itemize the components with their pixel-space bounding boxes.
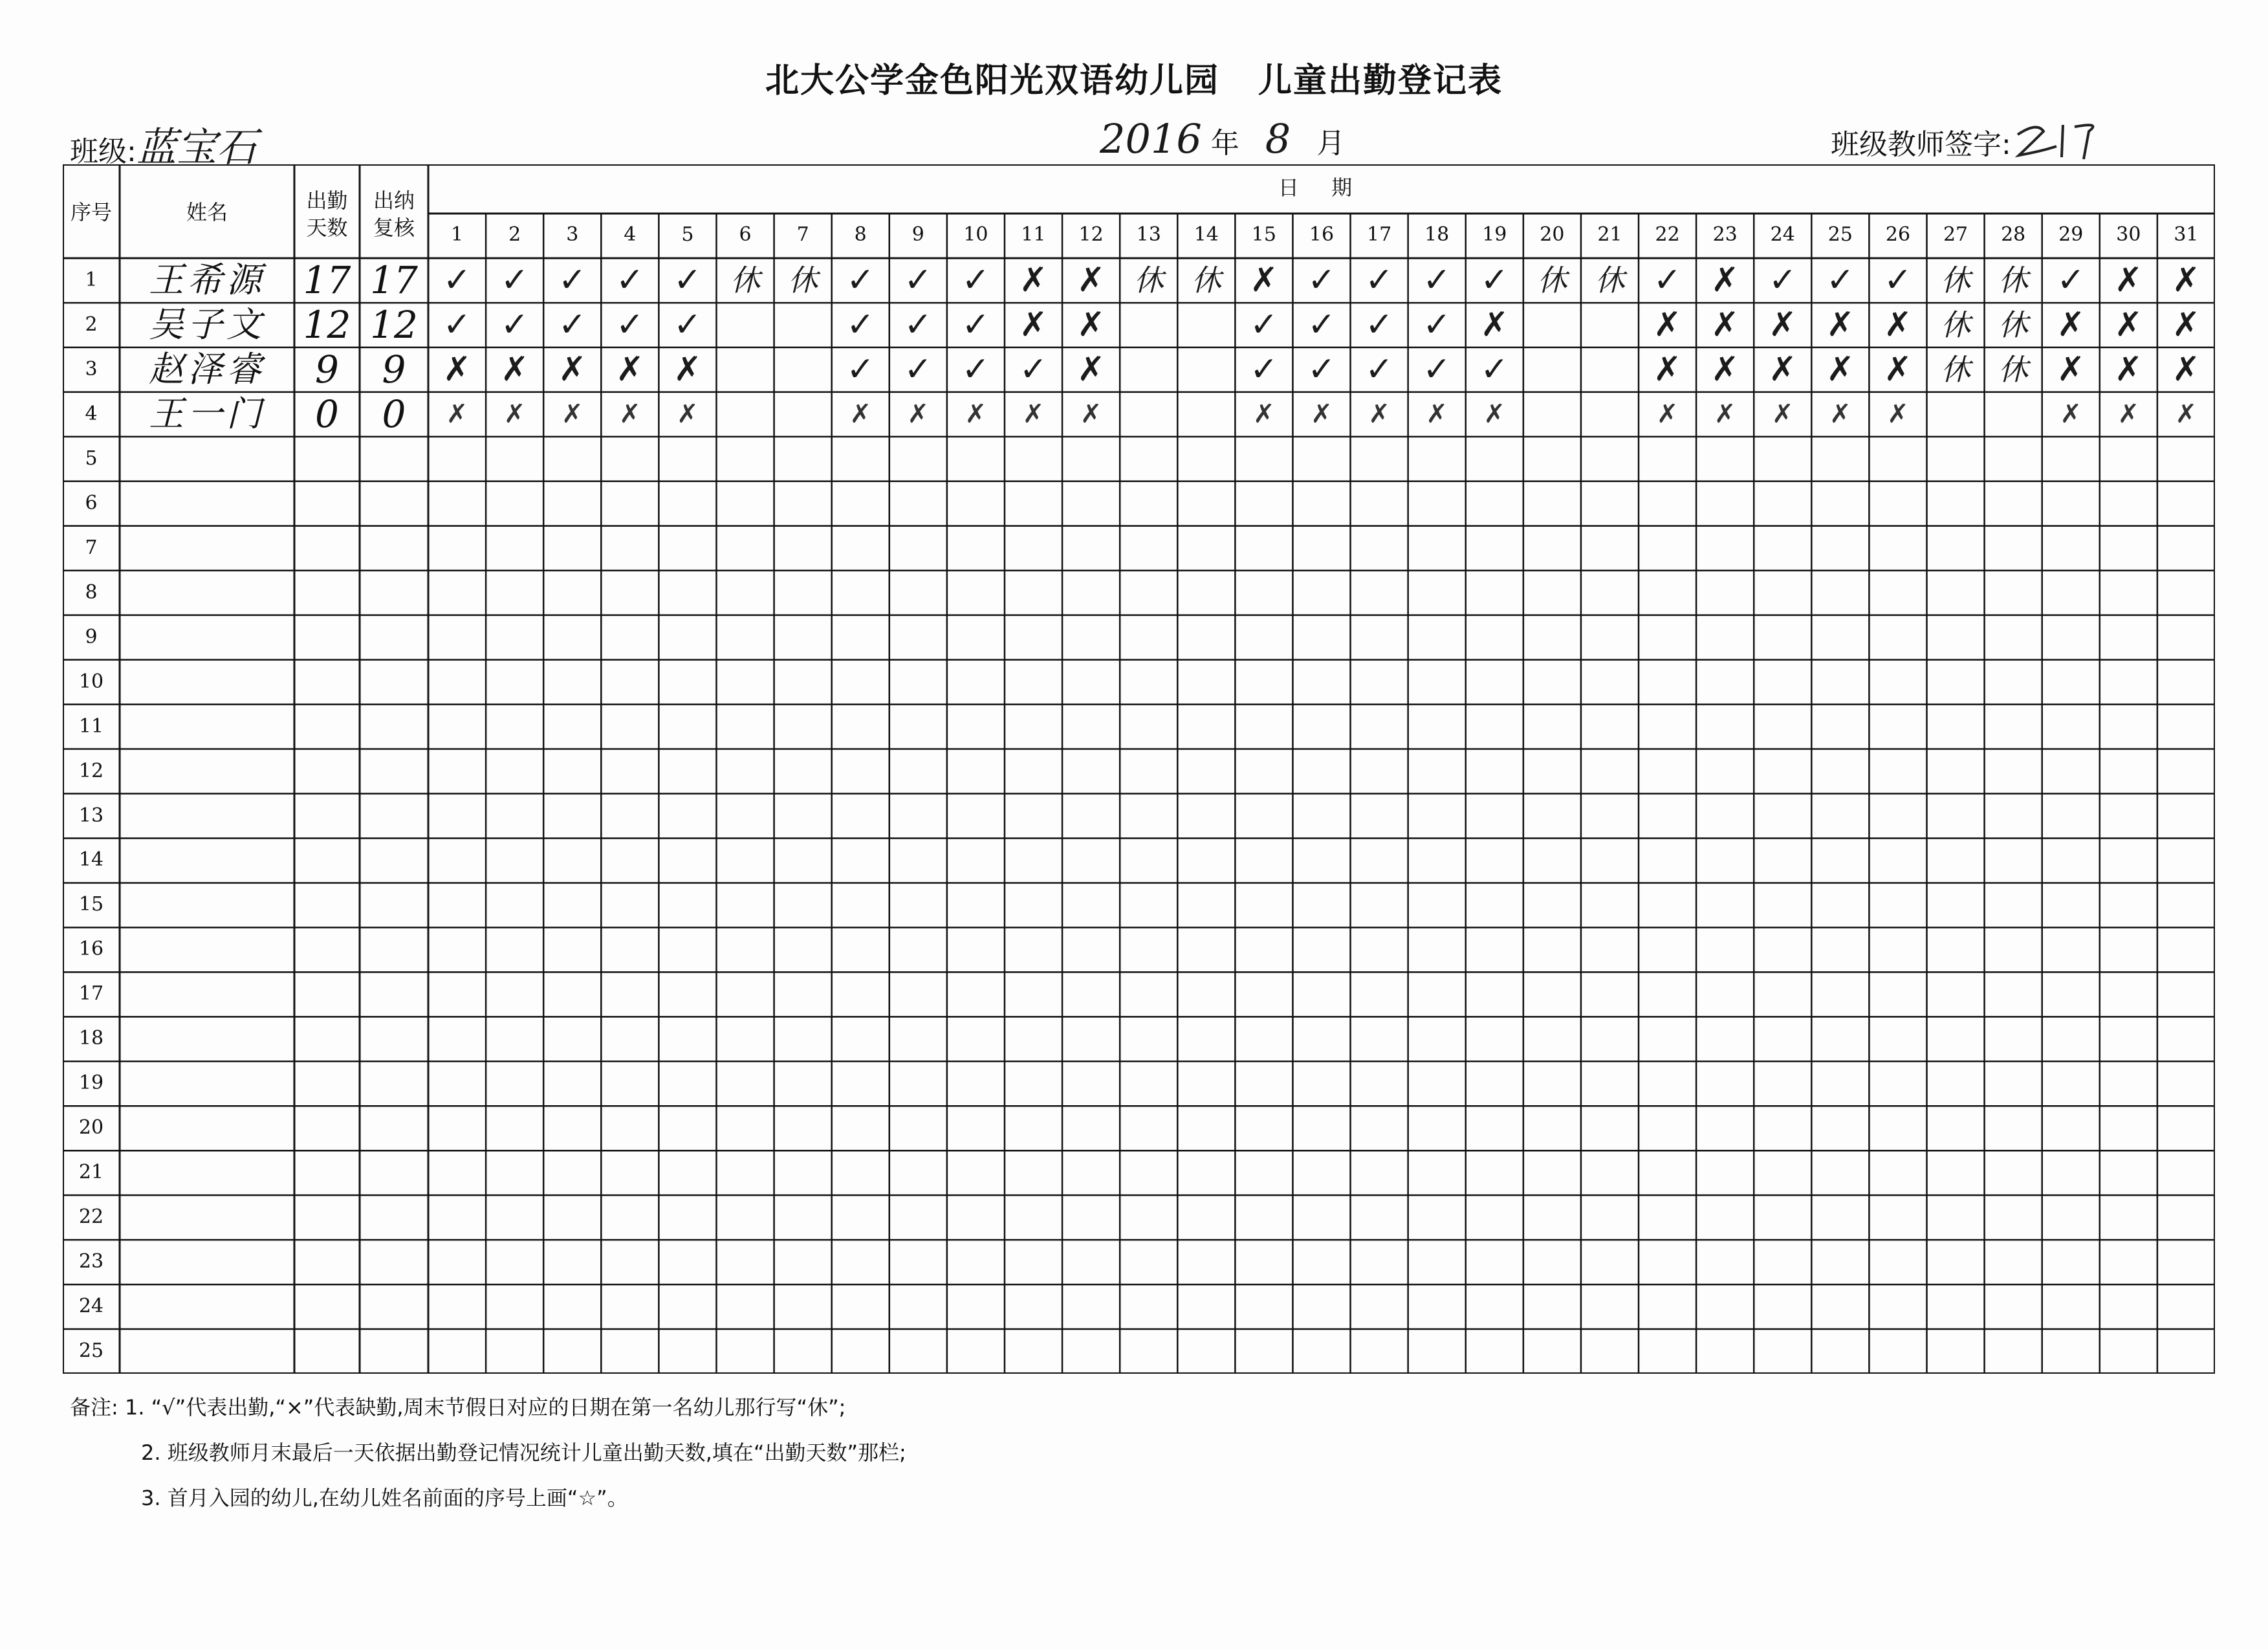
attendance-mark: ✗ <box>1887 399 1909 429</box>
day-number-27: 27 <box>1943 223 1968 246</box>
attendance-mark: ✗ <box>1480 305 1509 344</box>
attendance-mark: ✗ <box>1884 349 1912 389</box>
attendance-days-value: 0 <box>315 391 339 436</box>
attendance-mark: 休 <box>1537 263 1567 298</box>
attendance-mark: ✗ <box>677 399 699 429</box>
attendance-mark: ✓ <box>1250 305 1278 344</box>
row-number: 11 <box>78 714 104 738</box>
attendance-mark: ✓ <box>500 305 529 344</box>
row-number: 4 <box>85 402 98 425</box>
day-number-23: 23 <box>1712 223 1738 246</box>
day-number-5: 5 <box>681 223 694 246</box>
attendance-mark: ✓ <box>616 305 644 344</box>
attendance-mark: ✓ <box>558 261 587 300</box>
attendance-mark: ✗ <box>2172 305 2201 344</box>
attendance-mark: ✗ <box>1653 305 1682 344</box>
attendance-mark: ✓ <box>1768 261 1797 300</box>
attendance-mark: 休 <box>1941 263 1971 298</box>
child-name: 王希源 <box>149 259 265 300</box>
document-title <box>0 53 2268 102</box>
attendance-mark: ✓ <box>1423 349 1451 389</box>
attendance-mark: ✓ <box>442 305 472 344</box>
attendance-mark: ✓ <box>1480 349 1509 389</box>
attendance-mark: 休 <box>1998 351 2029 387</box>
attendance-mark: 休 <box>1941 351 1971 387</box>
attendance-mark: ✓ <box>961 261 990 300</box>
month-label: 月 <box>1316 127 1346 160</box>
row-number: 16 <box>78 938 104 961</box>
attendance-mark: ✗ <box>1019 261 1048 300</box>
cashier-check-value: 0 <box>382 391 406 436</box>
teacher-signature-field <box>1831 115 2108 167</box>
attendance-mark: ✓ <box>1884 261 1912 300</box>
attendance-mark: ✓ <box>442 261 472 300</box>
day-number-31: 31 <box>2174 223 2199 246</box>
day-number-30: 30 <box>2116 223 2141 246</box>
attendance-mark: ✓ <box>1019 349 1048 389</box>
day-number-11: 11 <box>1021 223 1046 246</box>
attendance-mark: 休 <box>788 263 818 298</box>
remarks <box>70 1385 906 1521</box>
day-number-14: 14 <box>1194 223 1219 246</box>
month-value: 8 <box>1265 115 1291 162</box>
attendance-mark: ✗ <box>558 349 587 389</box>
attendance-mark: ✗ <box>1483 399 1506 429</box>
attendance-mark: ✗ <box>1768 305 1797 344</box>
attendance-mark: ✓ <box>2056 261 2086 300</box>
attendance-mark: 休 <box>1941 307 1971 342</box>
day-number-12: 12 <box>1078 223 1104 246</box>
row-number: 19 <box>78 1072 104 1095</box>
row-number: 3 <box>85 357 98 380</box>
day-number-21: 21 <box>1597 223 1622 246</box>
row-number: 13 <box>78 804 104 827</box>
attendance-mark: ✗ <box>907 399 930 429</box>
attendance-mark: ✓ <box>616 261 644 300</box>
attendance-mark: ✓ <box>1250 349 1278 389</box>
attendance-mark: ✗ <box>1022 399 1045 429</box>
day-number-17: 17 <box>1367 223 1392 246</box>
attendance-mark: ✗ <box>2172 349 2201 389</box>
attendance-mark: ✗ <box>2114 305 2143 344</box>
child-name: 王一门 <box>149 393 265 434</box>
year-value: 2016 <box>1100 115 1202 162</box>
row-number: 10 <box>78 670 104 693</box>
attendance-mark: ✓ <box>1307 261 1336 300</box>
attendance-mark: ✓ <box>1365 349 1393 389</box>
attendance-mark: ✓ <box>500 261 529 300</box>
day-number-15: 15 <box>1251 223 1276 246</box>
header-cashier-check-line1: 出纳 <box>373 188 415 213</box>
attendance-mark: ✓ <box>1365 305 1393 344</box>
row-number: 7 <box>85 536 98 559</box>
class-label: 班级: <box>70 135 136 168</box>
day-number-13: 13 <box>1136 223 1161 246</box>
child-name: 赵泽睿 <box>149 348 265 390</box>
attendance-mark: ✓ <box>1480 261 1509 300</box>
child-name: 吴子文 <box>149 303 265 345</box>
row-number: 8 <box>85 580 98 604</box>
day-number-8: 8 <box>854 223 867 246</box>
attendance-mark: ✗ <box>1710 349 1739 389</box>
attendance-mark: ✗ <box>442 349 472 389</box>
header-cashier-check-line2: 复核 <box>373 215 415 240</box>
form-name: 儿童出勤登记表 <box>1258 61 1503 100</box>
row-number: 17 <box>78 982 104 1006</box>
day-number-3: 3 <box>566 223 579 246</box>
attendance-mark: ✗ <box>849 399 871 429</box>
attendance-table <box>63 164 2215 1374</box>
attendance-mark: ✗ <box>619 399 641 429</box>
attendance-mark: ✓ <box>904 261 933 300</box>
attendance-mark: ✓ <box>1365 261 1393 300</box>
attendance-mark: ✗ <box>1653 349 1682 389</box>
day-number-2: 2 <box>508 223 521 246</box>
attendance-mark: ✗ <box>2114 261 2143 300</box>
day-number-26: 26 <box>1885 223 1911 246</box>
day-number-9: 9 <box>911 223 924 246</box>
attendance-mark: ✗ <box>1656 399 1679 429</box>
remark-1: 备注: 1. “√”代表出勤,“×”代表缺勤,周末节假日对应的日期在第一名幼儿那行写“休”; <box>70 1395 846 1420</box>
day-number-19: 19 <box>1482 223 1507 246</box>
teacher-signature-mark <box>2011 115 2108 167</box>
attendance-mark: 休 <box>1595 263 1625 298</box>
day-number-6: 6 <box>739 223 752 246</box>
header-seq: 序号 <box>70 200 112 225</box>
attendance-mark: ✗ <box>2056 349 2086 389</box>
attendance-mark: ✓ <box>1826 261 1855 300</box>
day-number-10: 10 <box>963 223 988 246</box>
attendance-mark: ✓ <box>558 305 587 344</box>
attendance-mark: ✗ <box>1772 399 1794 429</box>
attendance-days-value: 12 <box>303 302 351 347</box>
header-date: 日 期 <box>1278 175 1366 200</box>
attendance-mark: ✗ <box>2172 261 2201 300</box>
attendance-mark: ✗ <box>1019 305 1048 344</box>
attendance-mark: ✗ <box>1076 261 1106 300</box>
attendance-mark: ✗ <box>2117 399 2140 429</box>
attendance-mark: ✗ <box>1253 399 1275 429</box>
day-number-25: 25 <box>1827 223 1853 246</box>
attendance-mark: ✓ <box>1307 349 1336 389</box>
cashier-check-value: 17 <box>370 258 418 302</box>
day-number-28: 28 <box>2001 223 2026 246</box>
attendance-mark: ✗ <box>1311 399 1333 429</box>
row-number: 15 <box>78 893 104 916</box>
row-number: 18 <box>78 1027 104 1050</box>
attendance-mark: 休 <box>1998 263 2029 298</box>
attendance-mark: ✗ <box>500 349 529 389</box>
attendance-mark: ✗ <box>1710 305 1739 344</box>
cashier-check-value: 9 <box>382 347 406 391</box>
attendance-mark: ✗ <box>446 399 468 429</box>
attendance-mark: ✗ <box>616 349 644 389</box>
row-number: 25 <box>78 1339 104 1363</box>
attendance-mark: ✗ <box>1714 399 1736 429</box>
row-number: 21 <box>78 1161 104 1184</box>
day-number-24: 24 <box>1770 223 1795 246</box>
day-number-20: 20 <box>1540 223 1565 246</box>
attendance-mark: ✓ <box>846 261 875 300</box>
month-field <box>1100 115 1345 162</box>
attendance-days-value: 9 <box>315 347 339 391</box>
year-label: 年 <box>1210 127 1239 160</box>
row-number: 23 <box>78 1250 104 1273</box>
row-number: 24 <box>78 1295 104 1318</box>
attendance-mark: ✗ <box>2114 349 2143 389</box>
day-number-7: 7 <box>796 223 809 246</box>
row-number: 20 <box>78 1116 104 1139</box>
header-name: 姓名 <box>186 200 228 225</box>
attendance-mark: ✓ <box>1423 261 1451 300</box>
attendance-mark: ✓ <box>846 305 875 344</box>
attendance-mark: ✗ <box>1368 399 1390 429</box>
attendance-mark: ✓ <box>1423 305 1451 344</box>
attendance-mark: ✓ <box>904 349 933 389</box>
attendance-mark: ✗ <box>1884 305 1912 344</box>
attendance-mark: ✓ <box>1307 305 1336 344</box>
row-number: 22 <box>78 1205 104 1229</box>
remark-3: 3. 首月入园的幼儿,在幼儿姓名前面的序号上画“☆”。 <box>141 1486 628 1510</box>
attendance-mark: ✗ <box>1076 305 1106 344</box>
attendance-mark: 休 <box>1191 263 1221 298</box>
attendance-mark: ✓ <box>904 305 933 344</box>
attendance-mark: ✗ <box>1710 261 1739 300</box>
remark-2: 2. 班级教师月末最后一天依据出勤登记情况统计儿童出勤天数,填在“出勤天数”那栏; <box>141 1440 906 1465</box>
attendance-mark: 休 <box>730 263 761 298</box>
attendance-mark: ✗ <box>1826 349 1855 389</box>
attendance-mark: ✓ <box>846 349 875 389</box>
class-value: 蓝宝石 <box>136 124 257 171</box>
row-number: 5 <box>85 446 98 470</box>
header-attendance-days-line2: 天数 <box>306 215 348 240</box>
attendance-mark: ✗ <box>1250 261 1278 300</box>
row-number: 2 <box>85 313 98 336</box>
cashier-check-value: 12 <box>370 302 418 347</box>
day-number-29: 29 <box>2058 223 2084 246</box>
attendance-mark: ✗ <box>2175 399 2197 429</box>
row-number: 1 <box>85 269 98 291</box>
row-number: 9 <box>85 625 98 648</box>
attendance-mark: ✓ <box>961 349 990 389</box>
school-name: 北大公学金色阳光双语幼儿园 <box>765 61 1219 100</box>
attendance-mark: ✗ <box>1768 349 1797 389</box>
day-number-16: 16 <box>1309 223 1335 246</box>
attendance-mark: ✗ <box>503 399 526 429</box>
attendance-mark: ✓ <box>1653 261 1682 300</box>
attendance-mark: ✓ <box>673 305 702 344</box>
attendance-mark: ✗ <box>965 399 987 429</box>
attendance-mark: ✓ <box>673 261 702 300</box>
attendance-mark: 休 <box>1133 263 1164 298</box>
header-attendance-days-line1: 出勤 <box>306 188 348 213</box>
attendance-mark: ✗ <box>1826 305 1855 344</box>
row-number: 6 <box>85 491 98 514</box>
day-number-1: 1 <box>451 223 464 246</box>
attendance-mark: 休 <box>1998 307 2029 342</box>
attendance-mark: ✗ <box>1076 349 1106 389</box>
attendance-mark: ✓ <box>961 305 990 344</box>
row-number: 14 <box>78 848 104 872</box>
attendance-mark: ✗ <box>1080 399 1102 429</box>
attendance-mark: ✗ <box>1426 399 1448 429</box>
attendance-mark: ✗ <box>561 399 583 429</box>
attendance-mark: ✗ <box>2056 305 2086 344</box>
day-number-22: 22 <box>1655 223 1680 246</box>
row-number: 12 <box>78 759 104 782</box>
attendance-mark: ✗ <box>2060 399 2082 429</box>
day-number-4: 4 <box>624 223 637 246</box>
teacher-sign-label: 班级教师签字: <box>1831 128 2011 161</box>
attendance-days-value: 17 <box>303 258 351 302</box>
attendance-mark: ✗ <box>673 349 702 389</box>
attendance-mark: ✗ <box>1829 399 1851 429</box>
day-number-18: 18 <box>1424 223 1450 246</box>
